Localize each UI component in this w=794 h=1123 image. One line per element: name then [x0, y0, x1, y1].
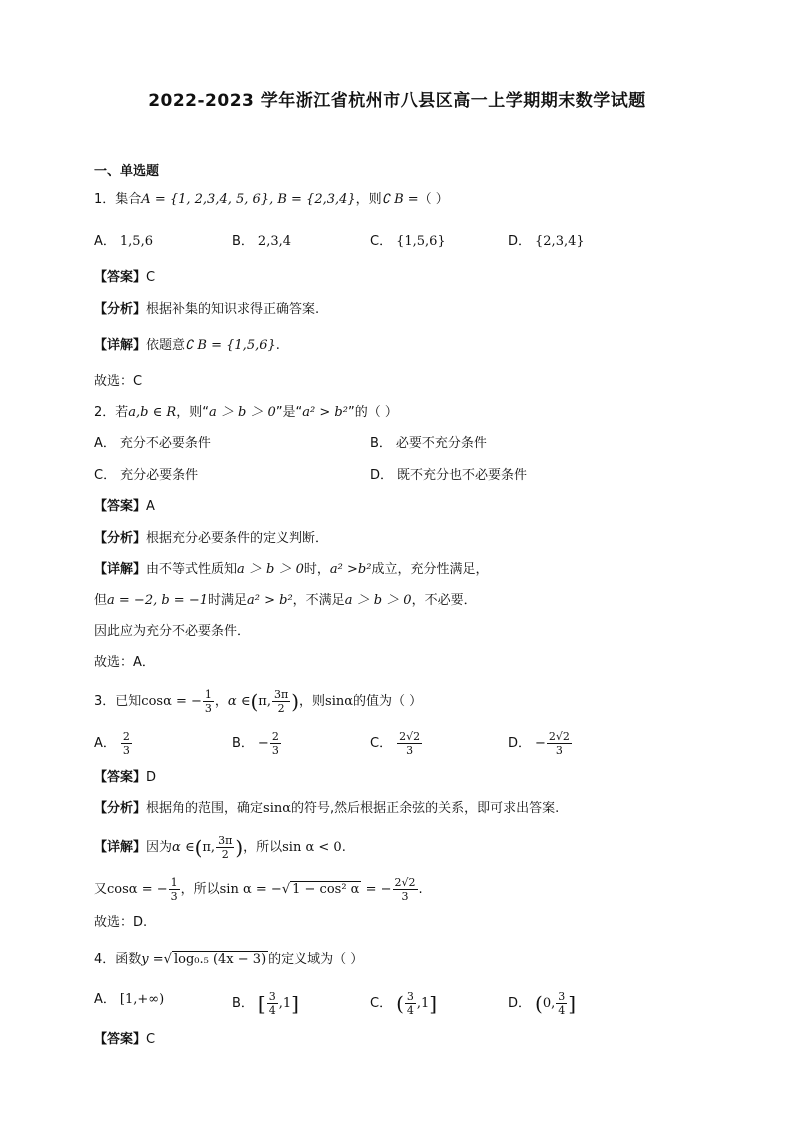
question-1-answer: 【答案】C	[94, 270, 156, 285]
question-2-choose: 故选：A．	[94, 655, 155, 670]
fraction: $\frac{3\pi}{2}$	[273, 688, 289, 715]
question-3-answer: 【答案】D	[94, 770, 157, 785]
document-title: 2022-2023 学年浙江省杭州市八县区高一上学期期末数学试题	[148, 91, 646, 111]
question-2-answer: 【答案】A	[94, 499, 155, 514]
question-3-detail: 【详解】因为α ∈(π, $\frac{3\pi}{2}$ )，所以sin α < 0.	[94, 834, 346, 861]
question-3-option-c: C． $\frac{2√2}{3}$	[370, 730, 421, 757]
question-2-option-c: C． 充分必要条件	[94, 468, 199, 483]
question-2-detail-line-2: 但a = −2, b = −1时满足a² > b²，不满足a ＞ b ＞ 0，不必要．	[94, 593, 477, 608]
question-2-option-b: B． 必要不充分条件	[370, 436, 487, 451]
question-2-option-a: A． 充分不必要条件	[94, 436, 211, 451]
question-3-option-b: B． − $\frac{2}{3}$	[232, 730, 279, 757]
question-4-option-a: A． [1,+∞)	[94, 992, 165, 1007]
question-3-choose: 故选：D.	[94, 915, 148, 930]
question-2-option-d: D． 既不充分也不必要条件	[370, 468, 528, 483]
question-4-answer: 【答案】C	[94, 1032, 156, 1047]
question-4-option-b: B． [ $\frac{3}{4}$ ,1]	[232, 990, 299, 1017]
question-2-analysis: 【分析】根据充分必要条件的定义判断．	[94, 531, 329, 546]
question-4-option-d: D． (0, $\frac{3}{4}$ ]	[508, 990, 577, 1017]
fraction: $\frac{1}{3}$	[204, 688, 212, 715]
question-3-analysis: 【分析】根据角的范围，确定sinα的符号,然后根据正余弦的关系，即可求出答案.	[94, 801, 560, 816]
question-1-option-a: A． 1,5,6	[94, 234, 153, 249]
question-3-option-a: A． $\frac{2}{3}$	[94, 730, 130, 757]
section-heading: 一、单选题	[94, 164, 160, 179]
question-4-option-c: C． ( $\frac{3}{4}$ ,1]	[370, 990, 438, 1017]
question-2-stem: 2．若a,b ∈ R，则“a ＞ b ＞ 0”是“a² > b²”的（ ）	[94, 405, 398, 420]
question-1-choose: 故选：C	[94, 374, 143, 389]
question-1-analysis: 【分析】根据补集的知识求得正确答案.	[94, 302, 320, 317]
question-1-detail: 【详解】依题意∁ B = {1,5,6}.	[94, 338, 280, 353]
question-1-option-d: D． {2,3,4}	[508, 234, 585, 249]
question-3-option-d: D． − $\frac{2√2}{3}$	[508, 730, 570, 757]
question-2-detail: 【详解】由不等式性质知a ＞ b ＞ 0时，a² >b²成立，充分性满足，	[94, 562, 489, 577]
question-4-stem: 4．函数y =√ log₀.₅ (4x − 3) 的定义域为（ ）	[94, 952, 364, 967]
question-1-stem: 1．集合A = {1, 2,3,4, 5, 6}, B = {2,3,4}，则∁ B =（ ）	[94, 192, 449, 207]
question-2-conclusion: 因此应为充分不必要条件．	[94, 624, 251, 639]
question-3-stem: 3．已知cosα = − $\frac{1}{3}$ ，α ∈(π, $\frac{3\pi}{2}$ )，则sinα的值为（ ）	[94, 688, 423, 715]
question-3-detail-line-2: 又cosα = − $\frac{1}{3}$ ，所以sin α = −√ 1 − cos² α = − $\frac{2√2}{3}$ .	[94, 876, 423, 903]
question-1-option-c: C． {1,5,6}	[370, 234, 446, 249]
question-1-option-b: B． 2,3,4	[232, 234, 291, 249]
